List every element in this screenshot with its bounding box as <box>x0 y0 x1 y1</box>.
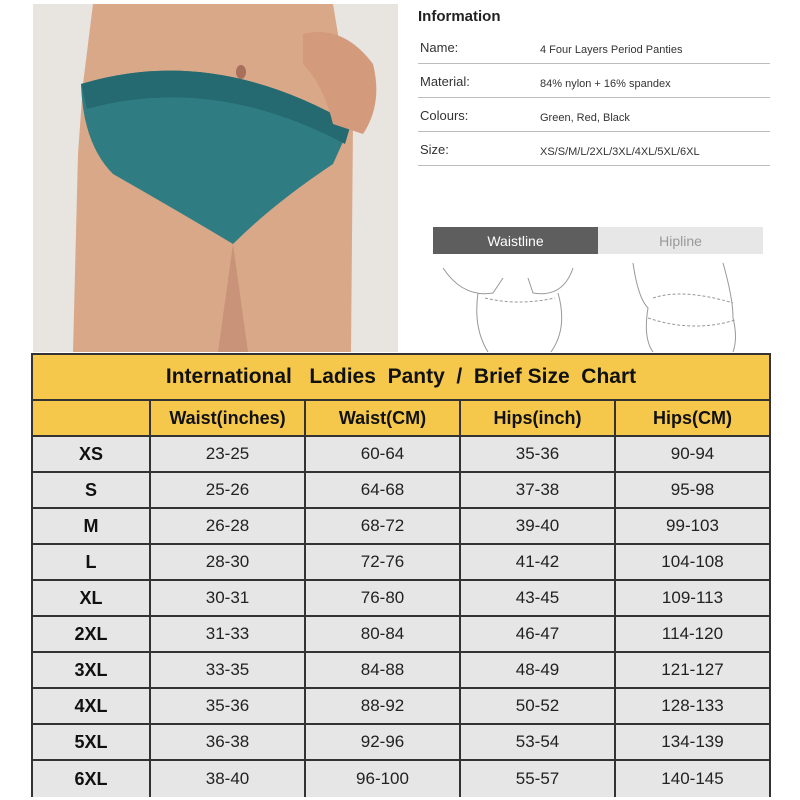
table-cell: 26-28 <box>151 509 306 545</box>
table-cell: 35-36 <box>461 437 616 473</box>
measurement-sketch-illustration <box>433 258 763 352</box>
information-panel <box>418 6 770 166</box>
product-photo <box>33 4 398 352</box>
info-row-name <box>418 30 770 64</box>
measurement-sketch <box>433 258 763 352</box>
info-label: Colours: <box>420 108 469 123</box>
table-cell: 30-31 <box>151 581 306 617</box>
table-cell: 60-64 <box>306 437 461 473</box>
table-cell: 92-96 <box>306 725 461 761</box>
info-label: Size: <box>420 142 449 157</box>
chart-title: International Ladies Panty / Brief Size Chart <box>33 355 769 401</box>
size-label-cell: 5XL <box>33 725 151 761</box>
info-label: Material: <box>420 74 470 89</box>
table-cell: 41-42 <box>461 545 616 581</box>
table-cell: 23-25 <box>151 437 306 473</box>
measurement-tabs <box>433 227 763 254</box>
column-header: Hips(CM) <box>616 401 769 437</box>
table-cell: 95-98 <box>616 473 769 509</box>
table-cell: 114-120 <box>616 617 769 653</box>
info-row-size <box>418 132 770 166</box>
info-label: Name: <box>420 40 459 55</box>
table-cell: 43-45 <box>461 581 616 617</box>
table-cell: 96-100 <box>306 761 461 797</box>
table-cell: 68-72 <box>306 509 461 545</box>
size-chart-grid <box>33 401 769 797</box>
table-cell: 90-94 <box>616 437 769 473</box>
tab-hipline[interactable]: Hipline <box>598 227 763 254</box>
info-value: 4 Four Layers Period Panties <box>540 44 683 56</box>
info-row-colours <box>418 98 770 132</box>
table-cell: 46-47 <box>461 617 616 653</box>
size-label-cell: S <box>33 473 151 509</box>
size-label-cell: XL <box>33 581 151 617</box>
info-value: Green, Red, Black <box>540 112 630 124</box>
size-label-cell: 6XL <box>33 761 151 797</box>
info-value: 84% nylon + 16% spandex <box>540 78 671 90</box>
table-cell: 33-35 <box>151 653 306 689</box>
table-cell: 128-133 <box>616 689 769 725</box>
table-cell: 36-38 <box>151 725 306 761</box>
size-label-cell: 4XL <box>33 689 151 725</box>
table-cell: 84-88 <box>306 653 461 689</box>
table-cell: 134-139 <box>616 725 769 761</box>
table-cell: 28-30 <box>151 545 306 581</box>
table-cell: 140-145 <box>616 761 769 797</box>
product-photo-illustration <box>33 4 398 352</box>
table-cell: 55-57 <box>461 761 616 797</box>
table-cell: 48-49 <box>461 653 616 689</box>
size-label-cell: M <box>33 509 151 545</box>
table-cell: 104-108 <box>616 545 769 581</box>
table-cell: 99-103 <box>616 509 769 545</box>
table-cell: 38-40 <box>151 761 306 797</box>
table-cell: 31-33 <box>151 617 306 653</box>
table-cell: 37-38 <box>461 473 616 509</box>
table-cell: 80-84 <box>306 617 461 653</box>
column-header: Waist(CM) <box>306 401 461 437</box>
column-header: Waist(inches) <box>151 401 306 437</box>
table-cell: 109-113 <box>616 581 769 617</box>
table-cell: 76-80 <box>306 581 461 617</box>
tab-waistline[interactable]: Waistline <box>433 227 598 254</box>
table-cell: 53-54 <box>461 725 616 761</box>
column-header-size <box>33 401 151 437</box>
table-cell: 72-76 <box>306 545 461 581</box>
size-label-cell: 2XL <box>33 617 151 653</box>
size-label-cell: 3XL <box>33 653 151 689</box>
info-row-material <box>418 64 770 98</box>
table-cell: 35-36 <box>151 689 306 725</box>
size-label-cell: L <box>33 545 151 581</box>
table-cell: 25-26 <box>151 473 306 509</box>
table-cell: 39-40 <box>461 509 616 545</box>
information-title: Information <box>418 8 501 25</box>
size-chart <box>31 353 771 797</box>
table-cell: 121-127 <box>616 653 769 689</box>
info-value: XS/S/M/L/2XL/3XL/4XL/5XL/6XL <box>540 146 700 158</box>
table-cell: 64-68 <box>306 473 461 509</box>
table-cell: 50-52 <box>461 689 616 725</box>
table-cell: 88-92 <box>306 689 461 725</box>
size-label-cell: XS <box>33 437 151 473</box>
column-header: Hips(inch) <box>461 401 616 437</box>
